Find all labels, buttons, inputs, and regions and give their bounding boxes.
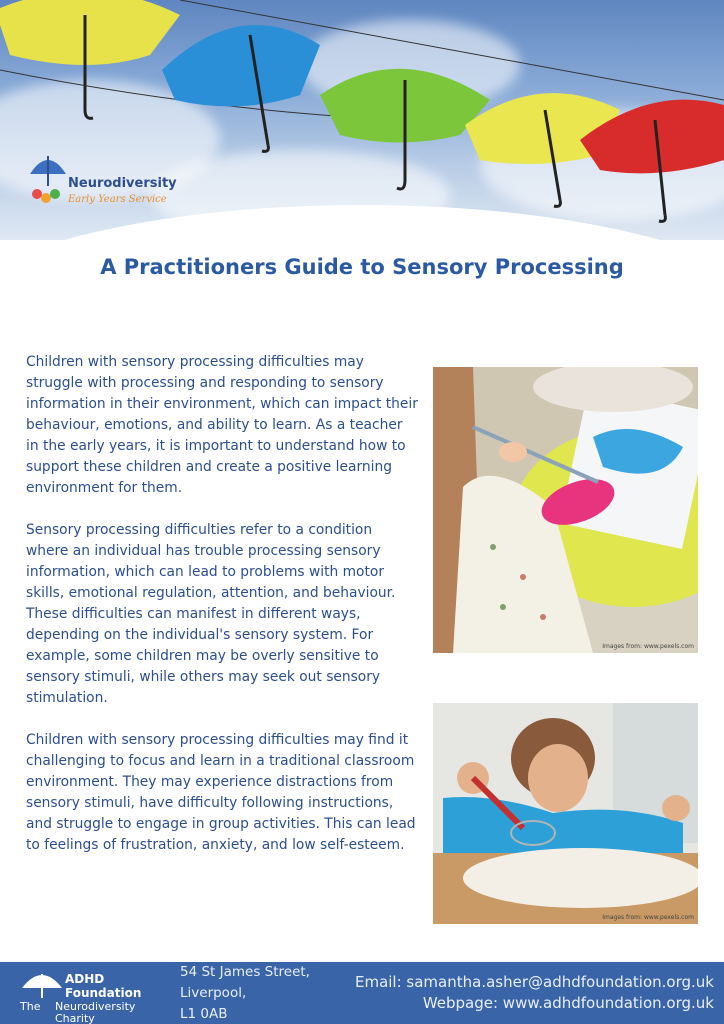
email-link[interactable]: Email: samantha.asher@adhdfoundation.org.uk bbox=[354, 973, 714, 991]
umbrella-yellow-left bbox=[0, 0, 180, 118]
child-baking-image bbox=[433, 703, 698, 924]
logo-charity: Charity bbox=[55, 1012, 95, 1024]
address-line-3: L1 0AB bbox=[180, 1006, 228, 1022]
webpage-link[interactable]: Webpage: www.adhdfoundation.org.uk bbox=[422, 994, 714, 1012]
logo-subtitle: Early Years Service bbox=[68, 194, 167, 205]
paragraph-3: Children with sensory processing difficulties may find it challenging to focus and learn in a traditional classroom environment. They may experience distractions from sensory stimuli, have difficulty following instructions, and struggle to engage in group activities. This can lead to feelings of frustration, anxiety, and low self-esteem. bbox=[26, 732, 416, 853]
umbrella-blue bbox=[162, 25, 320, 151]
address bbox=[180, 962, 310, 1024]
neurodiversity-logo bbox=[28, 146, 188, 216]
logo-adhd: ADHD bbox=[65, 972, 105, 986]
address-line-1: 54 St James Street, bbox=[180, 964, 310, 980]
logo-name: Neurodiversity bbox=[68, 176, 177, 191]
photo-credit: Images from: www.pexels.com bbox=[602, 643, 694, 650]
contact-info bbox=[355, 972, 714, 1014]
page-title: A Practitioners Guide to Sensory Processing bbox=[100, 255, 624, 279]
body-text bbox=[26, 352, 418, 877]
footer bbox=[0, 962, 724, 1024]
logo-the: The bbox=[20, 1000, 41, 1013]
umbrella-icon bbox=[20, 966, 64, 1000]
umbrella-logo-icon bbox=[28, 146, 68, 216]
hero-banner bbox=[0, 0, 724, 240]
logo-foundation: Foundation bbox=[65, 986, 142, 1000]
photo-credit: Images from: www.pexels.com bbox=[602, 914, 694, 921]
photo-hand-painting bbox=[433, 367, 698, 653]
adhd-foundation-logo bbox=[20, 966, 170, 1024]
umbrella-green bbox=[320, 69, 490, 189]
photo-child-baking bbox=[433, 703, 698, 924]
hand-painting-image bbox=[433, 367, 698, 653]
address-line-2: Liverpool, bbox=[180, 985, 247, 1001]
paragraph-1: Children with sensory processing difficulties may struggle with processing and responding to sensory information in their environment, which can impact their behaviour, emotions, and ability to learn. As a teacher in the early years, it is important to understand how to support these children and create a positive learning environment for them. bbox=[26, 354, 418, 496]
paragraph-2: Sensory processing difficulties refer to a condition where an individual has trouble processing sensory information, which can lead to problems with motor skills, emotional regulation, attention, and behaviour. These difficulties can manifest in different ways, depending on the individual's sensory system. For example, some children may be overly sensitive to sensory stimuli, while others may seek out sensory stimulation. bbox=[26, 522, 396, 706]
logo-neurodiversity: Neurodiversity bbox=[55, 1000, 136, 1013]
